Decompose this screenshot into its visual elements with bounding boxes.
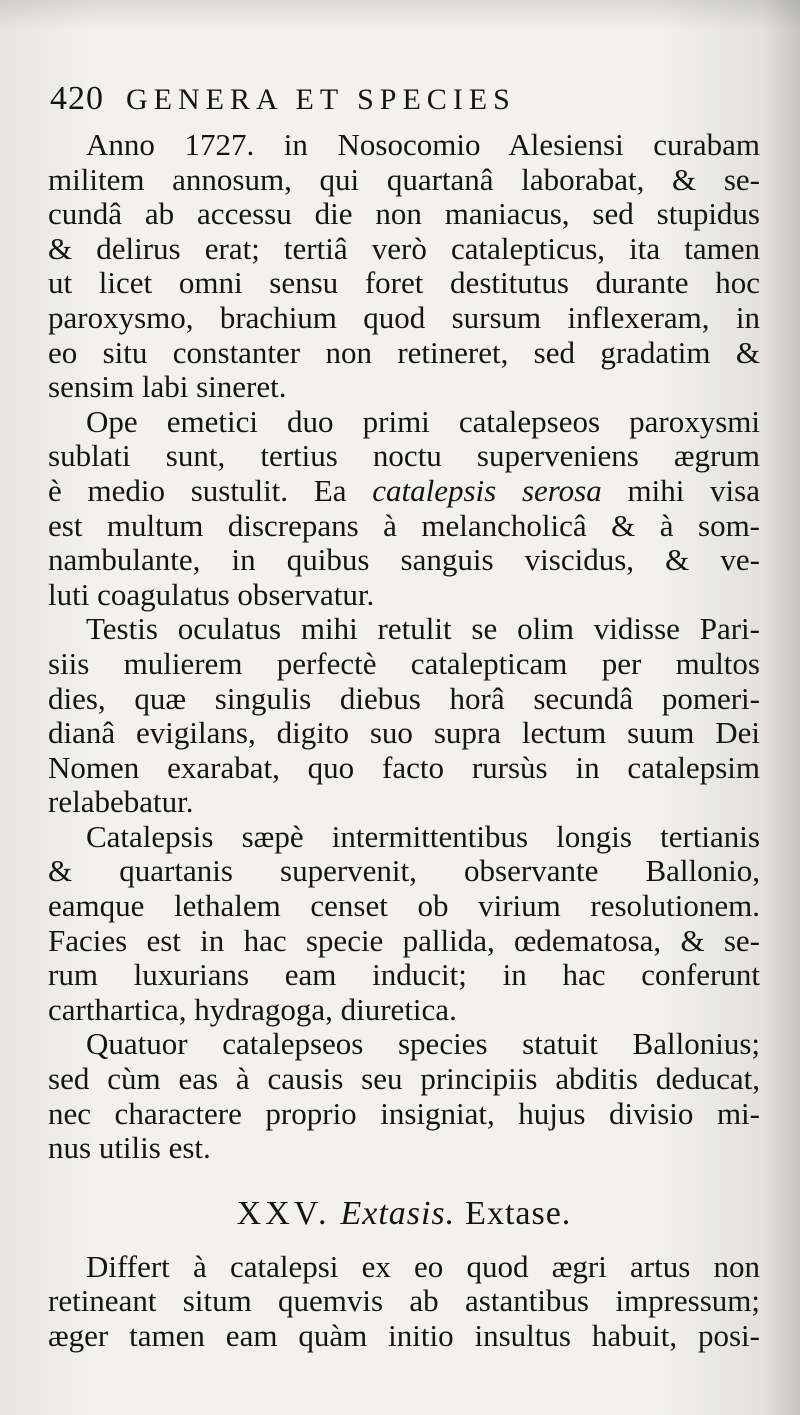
text-line: dies, quæ singulis diebus horâ secundâ pomeri- [48, 681, 760, 716]
text-line: Testis oculatus mihi retulit se olim vidisse Pari- [86, 612, 760, 647]
page-number: 420 [50, 80, 104, 117]
text-line: paroxysmo, brachium quod sursum inflexeram, in [48, 300, 760, 335]
text-line: Differt à catalepsi ex eo quod ægri artus non [86, 1249, 760, 1284]
text-line: sensim labi sineret. [48, 370, 287, 405]
section-latin-title: Extasis. [340, 1194, 456, 1232]
paragraph-5 [48, 1027, 760, 1165]
text-line: nus utilis est. [48, 1131, 211, 1166]
text-line: siis mulierem perfectè catalepticam per multos [48, 646, 760, 681]
text-line: retineant situm quemvis ab astantibus impressum; [48, 1284, 760, 1319]
page-shadow-top [0, 0, 800, 30]
text-line: cundâ ab accessu die non maniacus, sed stupidus [48, 197, 760, 232]
text-line: nec charactere proprio insigniat, hujus divisio mi- [48, 1096, 760, 1131]
text-line: relabebatur. [48, 785, 194, 820]
text-line: Quatuor catalepseos species statuit Ballonius; [86, 1027, 760, 1062]
text-line: æger tamen eam quàm initio insultus habuit, posi- [48, 1319, 760, 1353]
section-heading [48, 1178, 760, 1250]
section-number: XXV. [236, 1194, 331, 1232]
text-line: Catalepsis sæpè intermittentibus longis tertianis [86, 819, 760, 854]
text-run: mihi visa [601, 473, 760, 508]
paragraph-4 [48, 820, 760, 1028]
text-line: est multum discrepans à melancholicâ & à som- [48, 508, 760, 543]
text-line: eo situ constanter non retineret, sed gradatim & [48, 335, 760, 370]
text-line: sublati sunt, tertius noctu superveniens ægrum [48, 439, 760, 474]
text-line-with-italic [48, 474, 760, 509]
text-run: è medio sustulit. Ea [48, 473, 373, 508]
paragraph-3 [48, 612, 760, 820]
section-french-title: Extase. [465, 1194, 572, 1232]
text-line: Ope emetici duo primi catalepseos paroxysmi [86, 404, 760, 439]
paragraph-1 [48, 128, 760, 405]
text-line: nambulante, in quibus sanguis viscidus, & ve- [48, 543, 760, 578]
text-line: luti coagulatus observatur. [48, 577, 375, 612]
text-line: sed cùm eas à causis seu principiis abditis deducat, [48, 1062, 760, 1097]
running-title: GENERA ET SPECIES [126, 83, 516, 116]
paragraph-2 [48, 405, 760, 613]
text-line: & quartanis supervenit, observante Ballonio, [48, 854, 760, 889]
text-line: & delirus erat; tertiâ verò catalepticus, ita tamen [48, 231, 760, 266]
text-line: Anno 1727. in Nosocomio Alesiensi curabam [86, 128, 760, 162]
text-line: Nomen exarabat, quo facto rursùs in catalepsim [48, 750, 760, 785]
italic-term: catalepsis serosa [372, 473, 602, 508]
text-line: Facies est in hac specie pallida, œdematosa, & se- [48, 923, 760, 958]
text-line: dianâ evigilans, digito suo supra lectum suum Dei [48, 716, 760, 751]
text-line: eamque lethalem censet ob virium resolutionem. [48, 889, 760, 924]
paragraph-6 [48, 1250, 760, 1354]
running-header [50, 80, 770, 130]
text-line: militem annosum, qui quartanâ laborabat, & se- [48, 162, 760, 197]
body-text [48, 128, 760, 1354]
text-line: rum luxurians eam inducit; in hac conferunt [48, 958, 760, 993]
page-shadow-right [764, 0, 800, 1415]
text-line: carthartica, hydragoga, diuretica. [48, 992, 457, 1027]
text-line: ut licet omni sensu foret destitutus durante hoc [48, 266, 760, 301]
